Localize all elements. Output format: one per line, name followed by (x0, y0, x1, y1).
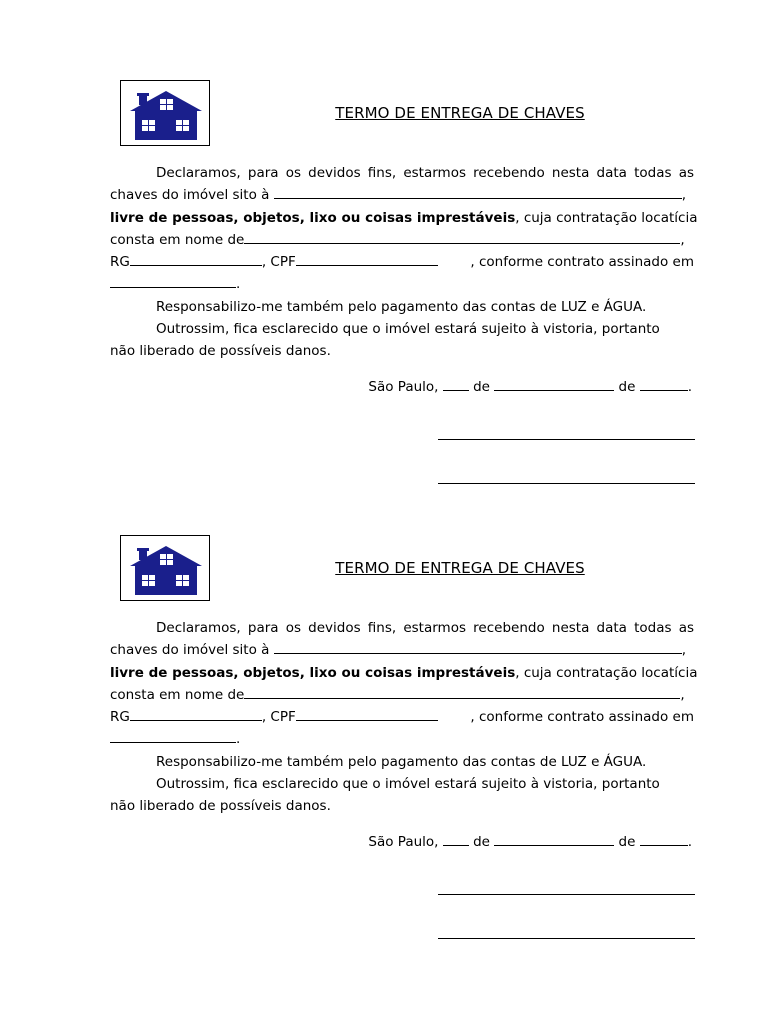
month-blank (494, 376, 614, 391)
text-line: Declaramos, para os devidos fins, estarmos recebendo nesta data todas as (156, 620, 694, 636)
form-title: TERMO DE ENTREGA DE CHAVES (335, 104, 585, 122)
rg-blank (130, 251, 262, 266)
day-blank (443, 376, 469, 391)
cpf-blank (296, 251, 438, 266)
text-line: não liberado de possíveis danos. (110, 343, 331, 360)
key-delivery-form-1 (0, 80, 768, 540)
text-line: RG , CPF , conforme contrato assinado em (110, 251, 694, 273)
day-blank (443, 831, 469, 846)
text-line: . (110, 273, 694, 295)
text-line: chaves do imóvel sito à , (110, 639, 694, 661)
text-line: Responsabilizo-me também pelo pagamento das contas de LUZ e ÁGUA. (156, 298, 647, 315)
key-delivery-form-2 (0, 535, 768, 995)
signature-line (438, 894, 695, 895)
tenant-name-blank (244, 684, 680, 699)
text-line: consta em nome de , (110, 229, 694, 251)
year-blank (640, 831, 688, 846)
contract-date-blank (110, 273, 236, 288)
house-icon (130, 87, 202, 141)
signature-line (438, 938, 695, 939)
text-line: Outrossim, fica esclarecido que o imóvel estará sujeito à vistoria, portanto (156, 776, 660, 793)
text-line: Responsabilizo-me também pelo pagamento das contas de LUZ e ÁGUA. (156, 753, 647, 770)
text-line: não liberado de possíveis danos. (110, 798, 331, 815)
declaration-text (110, 162, 698, 363)
text-line: Declaramos, para os devidos fins, estarmos recebendo nesta data todas as (156, 165, 694, 181)
text-line: livre de pessoas, objetos, lixo ou coisas imprestáveis , cuja contratação locatícia (110, 209, 698, 226)
house-icon (130, 542, 202, 596)
house-logo (120, 535, 210, 601)
text-line: Outrossim, fica esclarecido que o imóvel estará sujeito à vistoria, portanto (156, 321, 660, 338)
text-line: RG , CPF , conforme contrato assinado em (110, 706, 694, 728)
contract-date-blank (110, 728, 236, 743)
signature-line (438, 439, 695, 440)
form-title: TERMO DE ENTREGA DE CHAVES (335, 559, 585, 577)
cpf-blank (296, 706, 438, 721)
rg-blank (130, 706, 262, 721)
text-line: livre de pessoas, objetos, lixo ou coisas imprestáveis , cuja contratação locatícia (110, 664, 698, 681)
text-line: chaves do imóvel sito à , (110, 184, 694, 206)
month-blank (494, 831, 614, 846)
text-line: . (110, 728, 694, 750)
date-line: São Paulo, de de . (368, 831, 692, 850)
text-line: consta em nome de , (110, 684, 694, 706)
address-blank (274, 184, 682, 199)
address-blank (274, 639, 682, 654)
declaration-text (110, 617, 698, 818)
date-line: São Paulo, de de . (368, 376, 692, 395)
tenant-name-blank (244, 229, 680, 244)
year-blank (640, 376, 688, 391)
house-logo (120, 80, 210, 146)
signature-line (438, 483, 695, 484)
